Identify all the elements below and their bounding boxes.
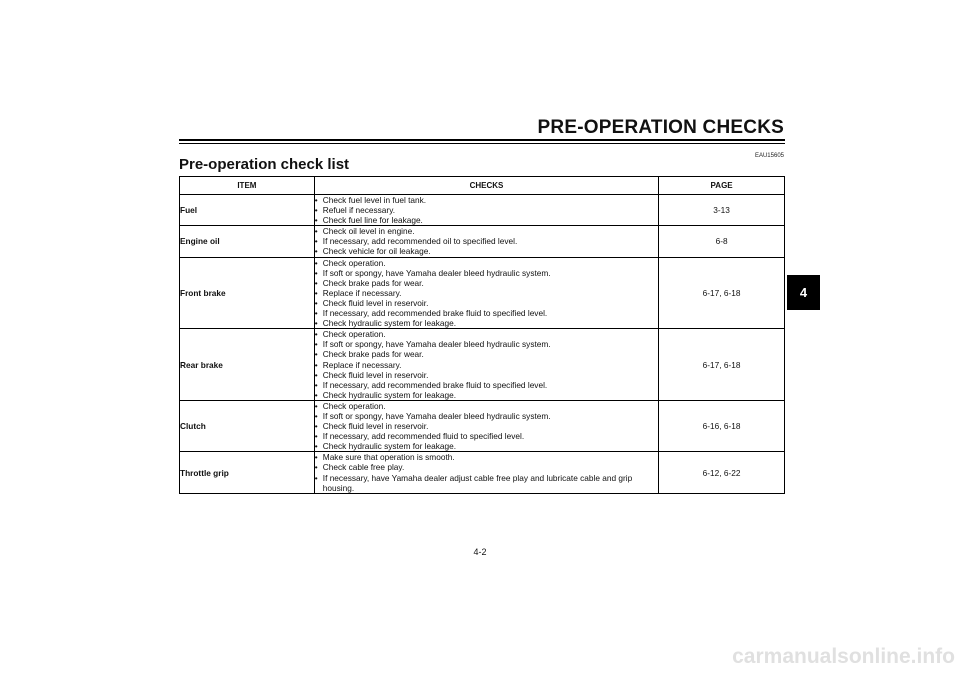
page-header-title: PRE-OPERATION CHECKS <box>537 117 784 138</box>
header-rule-thick <box>179 139 785 141</box>
checks-cell <box>314 452 658 493</box>
page-reference-cell: 6-12, 6-22 <box>659 452 785 493</box>
check-list <box>315 452 658 492</box>
item-cell: Fuel <box>180 195 315 226</box>
check-list <box>315 195 658 225</box>
checks-cell <box>314 257 658 329</box>
check-list-item: • Check operation. <box>315 401 658 411</box>
item-cell: Rear brake <box>180 329 315 401</box>
check-list-item: • If necessary, add recommended fluid to specified level. <box>315 431 658 441</box>
check-list-item: • Check hydraulic system for leakage. <box>315 441 658 451</box>
check-list-item: • If necessary, have Yamaha dealer adjust cable free play and lubricate cable and grip housing. <box>315 473 658 493</box>
checks-cell <box>314 226 658 257</box>
page-reference-cell: 6-17, 6-18 <box>659 329 785 401</box>
table-row <box>180 226 785 257</box>
check-list-item: • Replace if necessary. <box>315 360 658 370</box>
column-header-checks: CHECKS <box>314 177 658 195</box>
check-list-item: • If soft or spongy, have Yamaha dealer bleed hydraulic system. <box>315 268 658 278</box>
check-list-item: • Check brake pads for wear. <box>315 278 658 288</box>
table-row <box>180 400 785 451</box>
section-title: Pre-operation check list <box>179 156 350 173</box>
page-reference-cell: 6-8 <box>659 226 785 257</box>
check-list-item: • Check fluid level in reservoir. <box>315 298 658 308</box>
checks-cell <box>314 329 658 401</box>
table-header-row <box>180 177 785 195</box>
checks-cell <box>314 195 658 226</box>
check-list-item: • If necessary, add recommended brake fluid to specified level. <box>315 308 658 318</box>
table-row <box>180 329 785 401</box>
check-list-item: • Check fluid level in reservoir. <box>315 421 658 431</box>
section-code: EAU15605 <box>754 153 784 159</box>
checks-cell <box>314 400 658 451</box>
check-list-item: • If necessary, add recommended brake fluid to specified level. <box>315 380 658 390</box>
table-body <box>180 195 785 494</box>
check-list <box>315 329 658 400</box>
check-list-item: • Check oil level in engine. <box>315 226 658 236</box>
item-cell: Throttle grip <box>180 452 315 493</box>
check-list-item: • Refuel if necessary. <box>315 205 658 215</box>
page-reference-cell: 6-17, 6-18 <box>659 257 785 329</box>
check-list-item: • Check fluid level in reservoir. <box>315 370 658 380</box>
column-header-page: PAGE <box>659 177 785 195</box>
check-list-item: • Check fuel line for leakage. <box>315 215 658 225</box>
column-header-item: ITEM <box>180 177 315 195</box>
check-list-item: • Check cable free play. <box>315 462 658 472</box>
check-list-item: • Make sure that operation is smooth. <box>315 452 658 462</box>
check-list-item: • Check operation. <box>315 329 658 339</box>
check-list-item: • Check hydraulic system for leakage. <box>315 390 658 400</box>
check-list-item: • If soft or spongy, have Yamaha dealer bleed hydraulic system. <box>315 411 658 421</box>
header-rule-thin <box>179 143 785 144</box>
check-list-item: • Check brake pads for wear. <box>315 349 658 359</box>
check-list-item: • Check vehicle for oil leakage. <box>315 246 658 256</box>
check-list <box>315 401 658 451</box>
check-list-item: • Check fuel level in fuel tank. <box>315 195 658 205</box>
check-list <box>315 258 658 329</box>
item-cell: Front brake <box>180 257 315 329</box>
page-reference-cell: 3-13 <box>659 195 785 226</box>
check-list-item: • If necessary, add recommended oil to specified level. <box>315 236 658 246</box>
check-list-item: • Replace if necessary. <box>315 288 658 298</box>
check-list-item: • If soft or spongy, have Yamaha dealer bleed hydraulic system. <box>315 339 658 349</box>
check-list <box>315 226 658 256</box>
watermark: carmanualsonline.info <box>732 645 955 668</box>
pre-operation-check-table <box>179 176 785 494</box>
check-list-item: • Check operation. <box>315 258 658 268</box>
table-row <box>180 452 785 493</box>
page-number: 4-2 <box>473 547 487 557</box>
item-cell: Engine oil <box>180 226 315 257</box>
chapter-tab[interactable]: 4 <box>787 275 820 310</box>
table-row <box>180 257 785 329</box>
item-cell: Clutch <box>180 400 315 451</box>
check-list-item: • Check hydraulic system for leakage. <box>315 318 658 328</box>
page-reference-cell: 6-16, 6-18 <box>659 400 785 451</box>
table-row <box>180 195 785 226</box>
